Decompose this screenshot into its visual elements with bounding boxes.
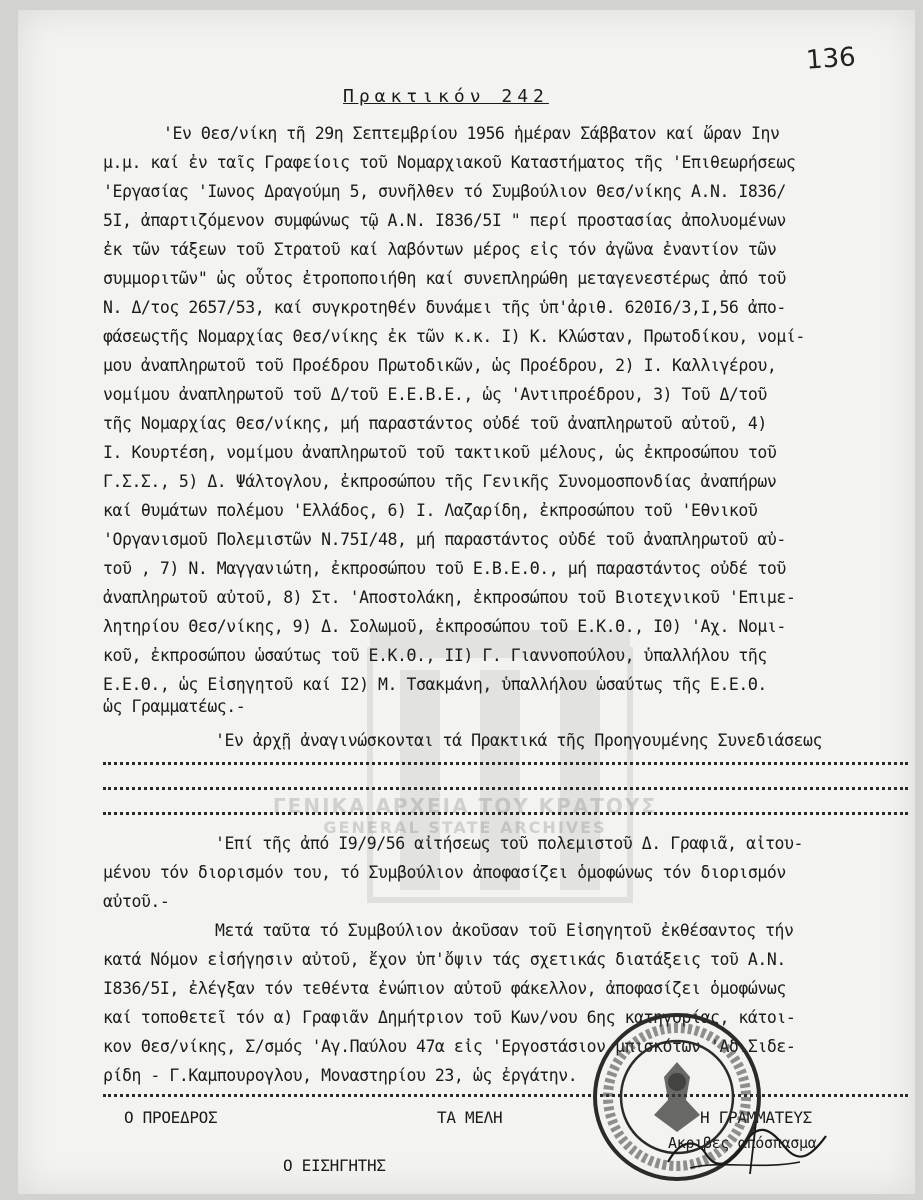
body-line: φάσεωςτῆς Νομαρχίας Θεσ/νίκης ἐκ τῶν κ.κ. Ι) Κ. Κλώσταν, Πρωτοδίκου, νομί- xyxy=(103,327,805,346)
decision-line: ρίδη - Γ.Καμπουρογλου, Μοναστηρίου 23, ὡς ἐργάτην. xyxy=(103,1066,578,1085)
body-line: ἐκ τῶν τάξεων τοῦ Στρατοῦ καί λαβόντων μέρος εἰς τόν ἀγῶνα ἐναντίον τῶν xyxy=(103,240,777,259)
dotted-separator xyxy=(103,762,908,765)
body-line: ὡς Γραμματέως.- xyxy=(103,697,246,716)
archive-watermark xyxy=(205,795,725,839)
page-number: 136 xyxy=(805,42,857,76)
body-line: 'Εργασίας 'Ιωνος Δραγούμη 5, συνῆλθεν τό Συμβούλιον Θεσ/νίκης Α.Ν. Ι836/ xyxy=(103,182,786,201)
body-line: κοῦ, ἐκπροσώπου ὡσαύτως τοῦ Ε.Κ.Θ., ΙΙ) Γ. Γιαννοπούλου, ὑπαλλήλου τῆς xyxy=(103,646,767,665)
watermark-line-1: ΓΕΝΙΚΑ ΑΡΧΕΙΑ ΤΟΥ ΚΡΑΤΟΥΣ xyxy=(272,794,658,818)
president-signature-label: Ο ΠΡΟΕΔΡΟΣ xyxy=(124,1108,218,1127)
body-line: νομίμου ἀναπληρωτοῦ τοῦ Δ/τοῦ Ε.Ε.Β.Ε., ὡς 'Αντιπροέδρου, 3) Τοῦ Δ/τοῦ xyxy=(103,385,767,404)
dotted-separator xyxy=(103,812,908,815)
body-line: 'Εν Θεσ/νίκη τῆ 29η Σεπτεμβρίου 1956 ἡμέραν Σάββατον καί ὥραν Ιην xyxy=(163,124,780,143)
rapporteur-signature-label: Ο ΕΙΣΗΓΗΤΗΣ xyxy=(283,1156,386,1175)
body-line: συμμοριτῶν" ὡς οὗτος ἐτροποποιήθη καί συνεπληρώθη μεταγενεστέρως ἀπό τοῦ xyxy=(103,269,786,288)
body-line: Ι. Κουρτέση, νομίμου ἀναπληρωτοῦ τοῦ τακτικοῦ μέλους, ὡς ἐκπροσώπου τοῦ xyxy=(103,443,777,462)
decision-line: καί τοποθετεῖ τόν α) Γραφιᾶν Δημήτριον τοῦ Κων/νου 6ης κατηγορίας, κάτοι- xyxy=(103,1008,796,1027)
body-line: Γ.Σ.Σ., 5) Δ. Ψάλτογλου, ἐκπροσώπου τῆς Γενικῆς Συνομοσπονδίας ἀναπήρων xyxy=(103,472,777,491)
body-line: 5Ι, ἀπαρτιζόμενον συμφώνως τῷ Α.Ν. Ι836/5Ι " περί προστασίας ἀπολυομένων xyxy=(103,211,786,230)
decision-line: Ι836/5Ι, ἐλέγξαν τόν τεθέντα ἐνώπιον αὐτοῦ φάκελλον, ἀποφασίζει ὁμοφώνως xyxy=(103,979,786,998)
decision-line: κον Θεσ/νίκης, Σ/σμός 'Αγ.Παύλου 47α εἰς 'Εργοστάσιον μπισκότων 'Αδ.Σιδε- xyxy=(103,1037,796,1056)
body-line: ἀναπληρωτοῦ αὐτοῦ, 8) Στ. 'Αποστολάκη, ἐκπροσώπου τοῦ Βιοτεχνικοῦ 'Επιμε- xyxy=(103,588,796,607)
decision-line: μένου τόν διορισμόν του, τό Συμβούλιον ἀποφασίζει ὁμοφώνως τόν διορισμόν xyxy=(103,863,786,882)
decision-line: αὐτοῦ.- xyxy=(103,892,170,911)
body-line: τῆς Νομαρχίας Θεσ/νίκης, μή παραστάντος οὐδέ τοῦ ἀναπληρωτοῦ αὐτοῦ, 4) xyxy=(103,414,767,433)
decision-line: κατά Νόμον εἰσήγησιν αὐτοῦ, ἔχον ὑπ'ὄψιν τάς σχετικάς διατάξεις τοῦ Α.Ν. xyxy=(103,950,786,969)
body-line: Ε.Ε.Θ., ὡς Εἰσηγητοῦ καί Ι2) Μ. Τσακμάνη, ὑπαλλήλου ὡσαύτως τῆς Ε.Ε.Θ. xyxy=(103,675,767,694)
body-line: μ.μ. καί ἐν ταῖς Γραφείοις τοῦ Νομαρχιακοῦ Καταστήματος τῆς 'Επιθεωρήσεως xyxy=(103,153,796,172)
body-line: 'Οργανισμοῦ Πολεμιστῶν Ν.75Ι/48, μή παραστάντος οὐδέ τοῦ ἀναπληρωτοῦ αὐ- xyxy=(103,530,786,549)
body-line: λητηρίου Θεσ/νίκης, 9) Δ. Σολωμοῦ, ἐκπροσώπου τοῦ Ε.Κ.Θ., Ι0) 'Αχ. Νομι- xyxy=(103,617,786,636)
members-signature-label: ΤΑ ΜΕΛΗ xyxy=(437,1108,503,1127)
dotted-separator xyxy=(103,1094,908,1097)
document-title: Πρακτικόν 242 xyxy=(343,86,549,107)
decision-line: 'Επί τῆς ἀπό Ι9/9/56 αἰτήσεως τοῦ πολεμιστοῦ Δ. Γραφιᾶ, αἰτου- xyxy=(215,834,803,853)
handwritten-signature xyxy=(660,1110,830,1180)
dotted-separator xyxy=(103,787,908,790)
decision-line: Μετά ταῦτα τό Συμβούλιον ἀκοῦσαν τοῦ Εἰσηγητοῦ ἐκθέσαντος τήν xyxy=(215,921,794,940)
secretary-signature-label: Η ΓΡΑΜΜΑΤΕΥΣ xyxy=(700,1108,812,1127)
body-line: Ν. Δ/τος 2657/53, καί συγκροτηθέν δυνάμει τῆς ὑπ'ἀριθ. 620Ι6/3,Ι,56 ἀπο- xyxy=(103,298,786,317)
body-line: τοῦ , 7) Ν. Μαγγανιώτη, ἐκπροσώπου τοῦ Ε.Β.Ε.Θ., μή παραστάντος οὐδέ τοῦ xyxy=(103,559,786,578)
body-line: μου ἀναπληρωτοῦ τοῦ Προέδρου Πρωτοδικῶν, ὡς Προέδρου, 2) Ι. Καλλιγέρου, xyxy=(103,356,777,375)
body-line: καί θυμάτων πολέμου 'Ελλάδος, 6) Ι. Λαζαρίδη, ἐκπροσώπου τοῦ 'Εθνικοῦ xyxy=(103,501,758,520)
certified-copy-note: Ακριβές απόσπασμα xyxy=(668,1134,817,1152)
watermark-line-2: GENERAL STATE ARCHIVES xyxy=(323,818,607,837)
reading-line: 'Εν ἀρχῇ ἀναγινώσκονται τά Πρακτικά τῆς Προηγουμένης Συνεδιάσεως xyxy=(215,731,822,750)
